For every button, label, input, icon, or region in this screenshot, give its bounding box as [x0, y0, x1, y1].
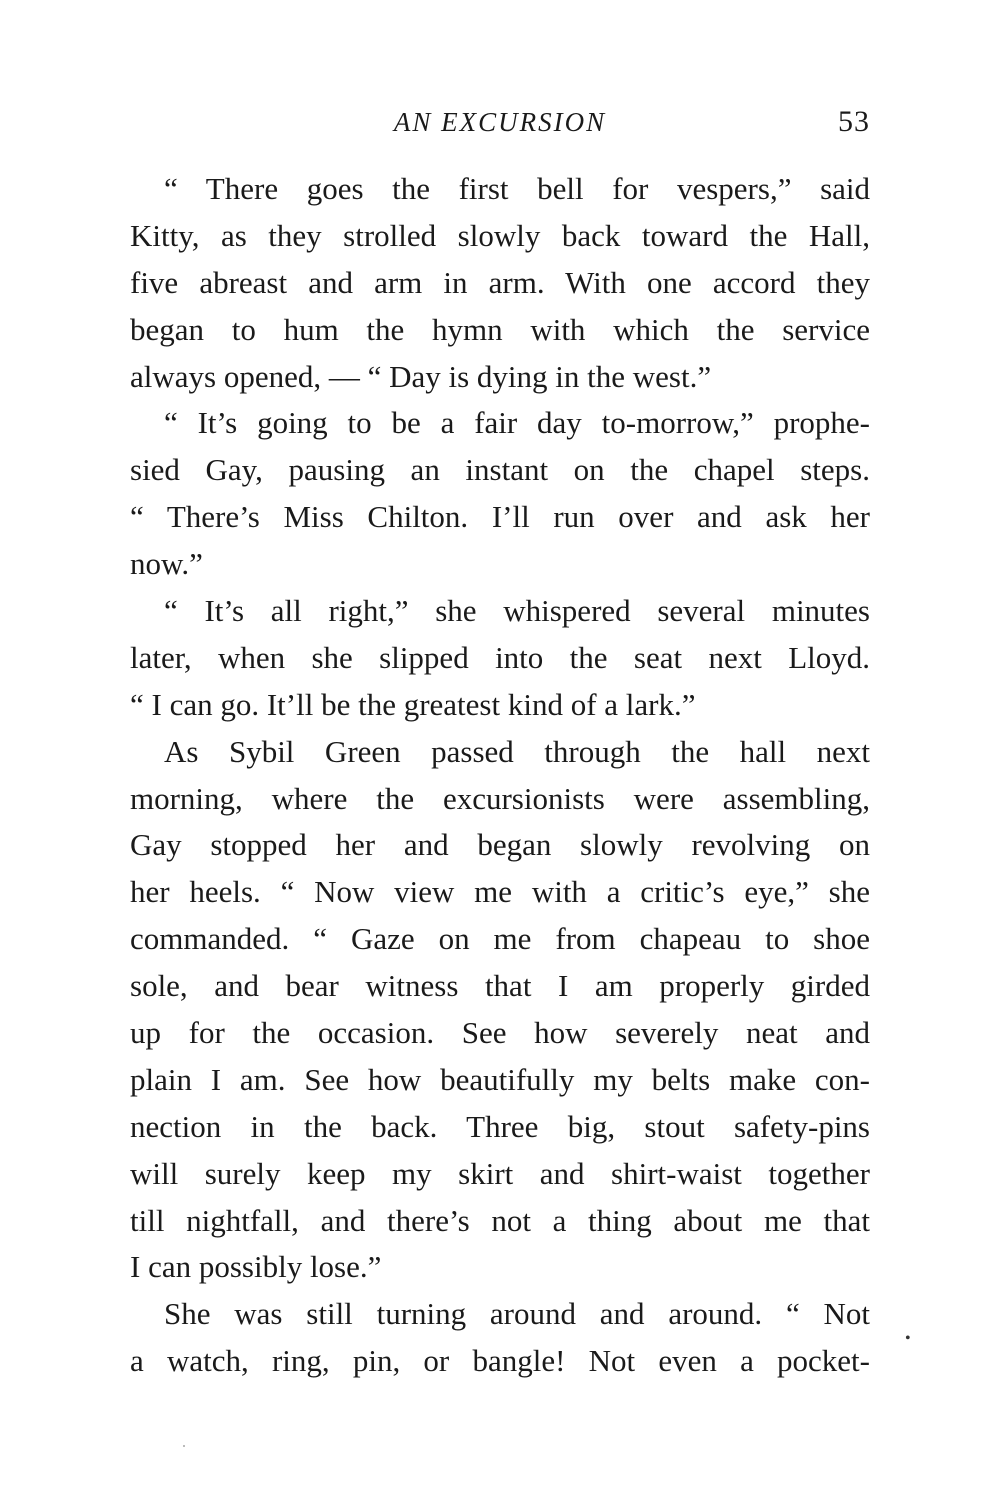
page-number: 53: [838, 105, 870, 138]
text-line: always opened, — “ Day is dying in the west.”: [130, 358, 712, 394]
text-line: plain I am. See how beautifully my belts make con-: [130, 1061, 870, 1097]
paragraph-4: [130, 729, 870, 1292]
text-line: “ There’s Miss Chilton. I’ll run over and ask her: [130, 499, 870, 535]
text-line: sole, and bear witness that I am properly girded: [130, 968, 870, 1004]
text-line: “ I can go. It’ll be the greatest kind of a lark.”: [130, 686, 696, 722]
text-line: commanded. “ Gaze on me from chapeau to shoe: [130, 921, 870, 957]
margin-mark: •: [905, 1330, 911, 1347]
paragraph-5: [130, 1291, 870, 1385]
text-line: “ It’s all right,” she whispered several minutes: [164, 593, 870, 629]
body-text: [130, 166, 870, 1385]
text-line: Gay stopped her and began slowly revolving on: [130, 827, 870, 863]
text-line: will surely keep my skirt and shirt-waist together: [130, 1155, 870, 1191]
paper-speck: [183, 1445, 185, 1447]
text-line: morning, where the excursionists were assembling,: [130, 780, 870, 816]
text-line: five abreast and arm in arm. With one accord they: [130, 264, 870, 300]
text-line: up for the occasion. See how severely neat and: [130, 1015, 870, 1051]
text-line: sied Gay, pausing an instant on the chapel steps.: [130, 452, 870, 488]
text-line: till nightfall, and there’s not a thing about me that: [130, 1202, 870, 1238]
running-title: AN EXCURSION: [393, 107, 607, 137]
text-line: “ There goes the first bell for vespers,” said: [164, 171, 870, 206]
text-line: I can possibly lose.”: [130, 1249, 382, 1285]
text-line: Kitty, as they strolled slowly back toward the Hall,: [130, 217, 870, 253]
running-head: [130, 100, 870, 144]
text-line: a watch, ring, pin, or bangle! Not even a pocket-: [130, 1343, 870, 1379]
text-line: nection in the back. Three big, stout safety-pins: [130, 1108, 870, 1144]
text-line: now.”: [130, 546, 203, 582]
text-line: She was still turning around and around. “ Not: [164, 1296, 870, 1332]
text-line: began to hum the hymn with which the service: [130, 311, 870, 347]
text-line: As Sybil Green passed through the hall next: [164, 733, 870, 769]
paragraph-3: [130, 588, 870, 729]
paragraph-1: [130, 166, 870, 400]
text-line: “ It’s going to be a fair day to-morrow,” prophe-: [164, 405, 870, 441]
text-line: later, when she slipped into the seat next Lloyd.: [130, 639, 870, 675]
text-line: her heels. “ Now view me with a critic’s eye,” she: [130, 874, 870, 910]
paragraph-2: [130, 400, 870, 588]
